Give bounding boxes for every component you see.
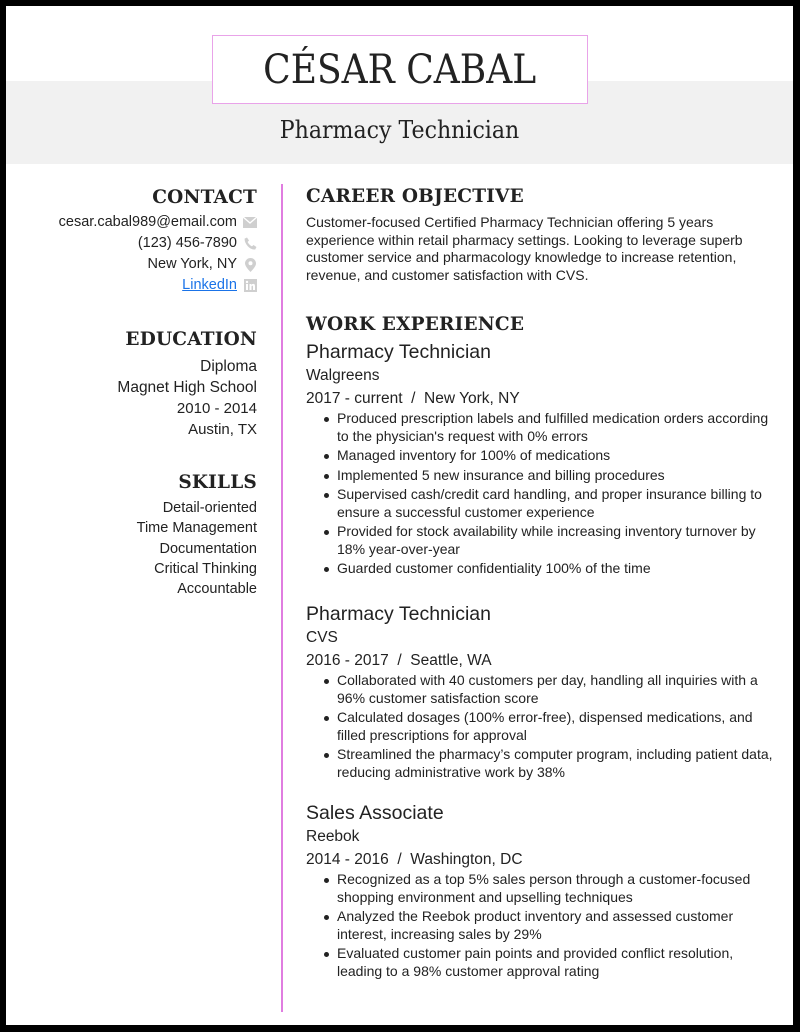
column-divider (281, 184, 283, 1012)
name-box (212, 35, 588, 104)
experience-heading: WORK EXPERIENCE (306, 314, 525, 335)
job-entry (306, 340, 776, 578)
education-heading: EDUCATION (125, 329, 257, 350)
job-bullet: Provided for stock availability while increasing inventory turnover by 18% year-over-year (306, 523, 776, 558)
job-bullet: Calculated dosages (100% error-free), dispensed medications, and filled prescriptions for approval (306, 709, 776, 744)
contact-phone (6, 233, 257, 254)
job-title-header: Pharmacy Technician (279, 116, 520, 144)
job-bullets (306, 672, 776, 781)
job-title: Pharmacy Technician (306, 603, 491, 625)
skills-section (6, 469, 257, 599)
job-title: Sales Associate (306, 802, 444, 824)
envelope-icon (243, 216, 257, 230)
map-pin-icon (243, 258, 257, 272)
education-school: Magnet High School (117, 379, 257, 396)
education-degree: Diploma (200, 358, 257, 375)
skills-heading: SKILLS (178, 472, 257, 493)
education-years: 2010 - 2014 (176, 400, 257, 417)
job-bullet: Collaborated with 40 customers per day, handling all inquiries with a 96% customer satisfaction score (306, 672, 776, 707)
linkedin-icon (243, 279, 257, 293)
skill-item: Time Management (136, 520, 257, 537)
job-bullet: Analyzed the Reebok product inventory and assessed customer interest, increasing sales by 29% (306, 908, 776, 943)
job-dates-location: 2014 - 2016 / Washington, DC (306, 851, 523, 868)
email-text: cesar.cabal989@email.com (58, 214, 237, 230)
skill-item: Accountable (177, 581, 257, 598)
experience-section (306, 312, 776, 580)
contact-location (6, 254, 257, 275)
phone-icon (243, 237, 257, 251)
job-bullet: Produced prescription labels and fulfilled medication orders according to the physician's request with 0% errors (306, 410, 776, 445)
job-bullet: Implemented 5 new insurance and billing procedures (306, 467, 776, 485)
job-company: CVS (306, 629, 338, 646)
education-section (6, 326, 257, 440)
education-location: Austin, TX (188, 421, 257, 438)
objective-heading: CAREER OBJECTIVE (306, 186, 524, 207)
resume-page (6, 6, 793, 1025)
job-bullet: Evaluated customer pain points and provided conflict resolution, leading to a 98% customer approval rating (306, 945, 776, 980)
candidate-name: CÉSAR CABAL (263, 46, 537, 93)
job-title: Pharmacy Technician (306, 341, 491, 363)
job-bullets (306, 410, 776, 578)
skill-item: Documentation (159, 540, 257, 557)
objective-text: Customer-focused Certified Pharmacy Technician offering 5 years experience within retail pharmacy settings. Looking to leverage superb customer service and pharmacology knowledge to increase retention, revenue, and customer satisfaction with CVS. (306, 214, 743, 283)
job-dates-location: 2017 - current / New York, NY (306, 390, 520, 407)
skill-item: Critical Thinking (154, 560, 257, 577)
job-bullet: Streamlined the pharmacy’s computer program, including patient data, reducing administrative work by 38% (306, 746, 776, 781)
job-bullet: Recognized as a top 5% sales person through a customer-focused shopping environment and upselling techniques (306, 871, 776, 906)
contact-email (6, 212, 257, 233)
job-bullet: Guarded customer confidentiality 100% of the time (306, 560, 776, 578)
linkedin-link[interactable]: LinkedIn (182, 277, 237, 293)
job-entry (306, 602, 776, 783)
contact-linkedin (6, 275, 257, 296)
job-bullets (306, 871, 776, 980)
job-company: Reebok (306, 828, 360, 845)
job-company: Walgreens (306, 367, 380, 384)
job-bullet: Managed inventory for 100% of medications (306, 447, 776, 465)
skill-item: Detail-oriented (162, 500, 257, 516)
job-entry (306, 801, 776, 982)
contact-section (6, 184, 257, 296)
contact-heading: CONTACT (152, 187, 257, 208)
job-dates-location: 2016 - 2017 / Seattle, WA (306, 652, 492, 669)
phone-text: (123) 456-7890 (137, 235, 237, 251)
job-bullet: Supervised cash/credit card handling, and proper insurance billing to ensure a successful customer experience (306, 486, 776, 521)
location-text: New York, NY (147, 256, 237, 272)
objective-section (306, 184, 776, 284)
